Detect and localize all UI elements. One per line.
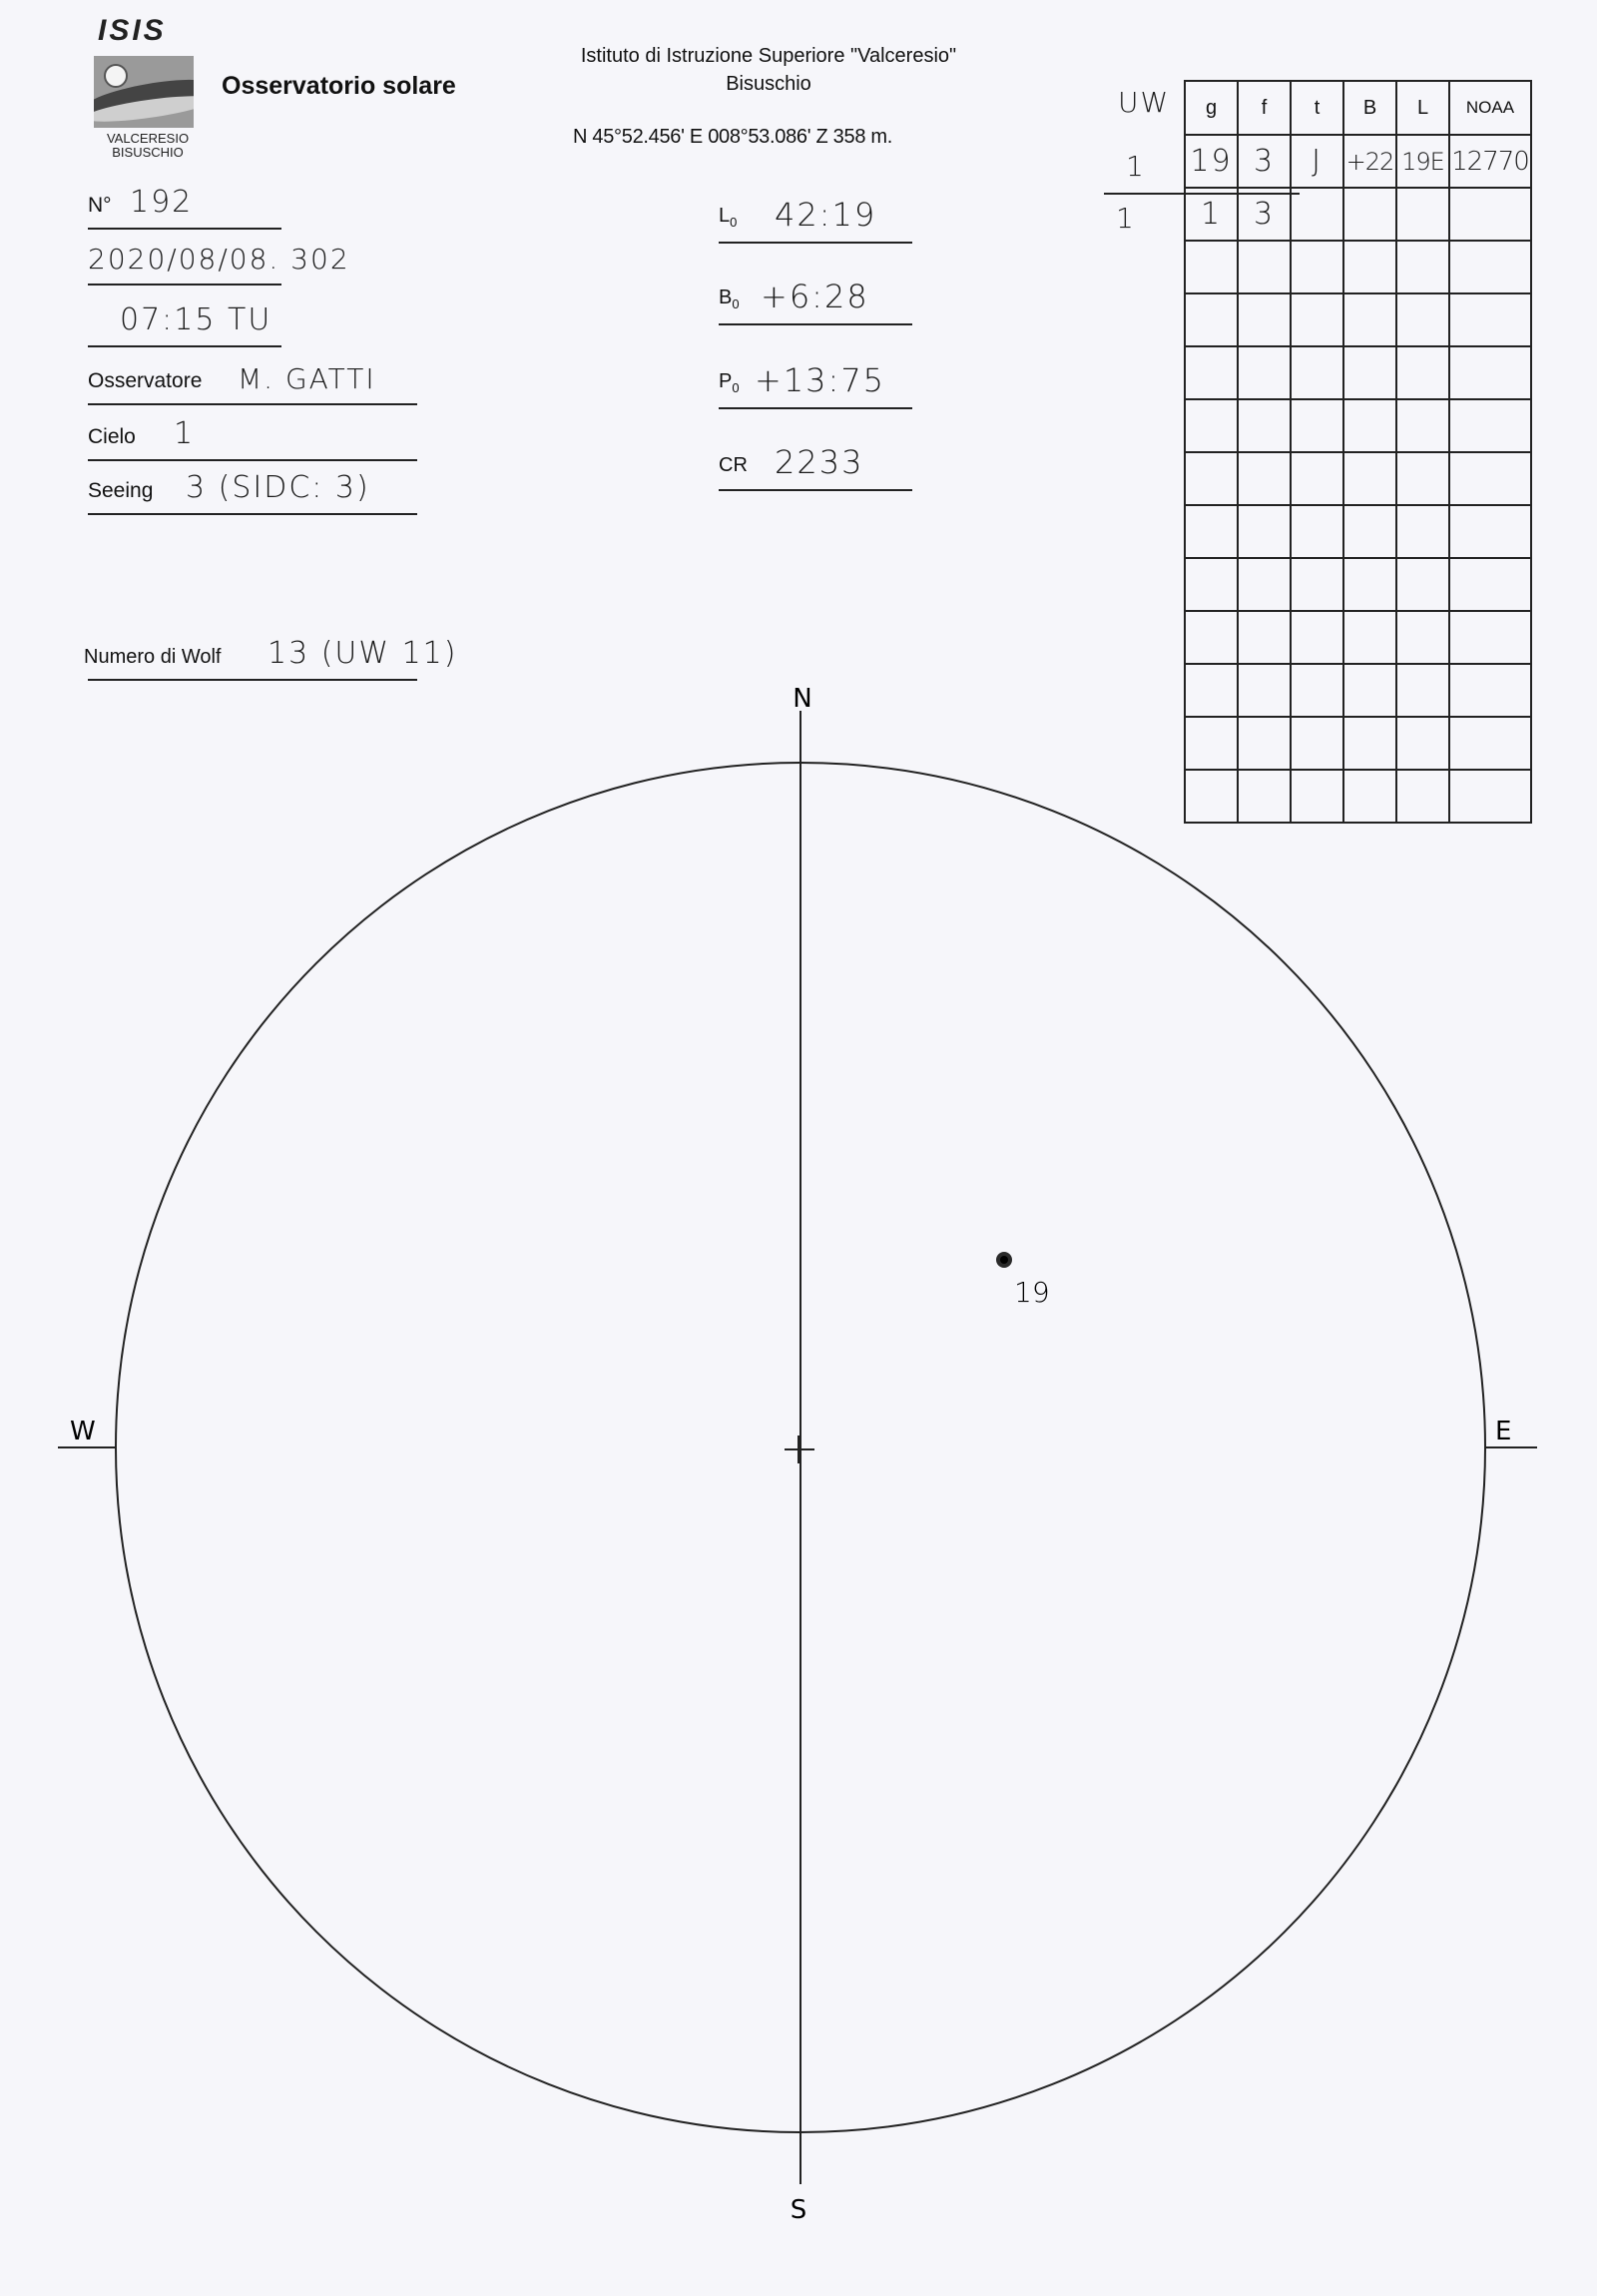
empty-cell[interactable] <box>1238 452 1291 505</box>
empty-cell[interactable] <box>1291 293 1343 346</box>
empty-cell[interactable] <box>1343 452 1396 505</box>
P0-value: +13:75 <box>755 361 886 399</box>
empty-cell[interactable] <box>1291 505 1343 558</box>
CR-label: CR <box>719 454 748 476</box>
B0-field <box>719 270 912 325</box>
empty-cell[interactable] <box>1185 558 1238 611</box>
L0-value: 42:19 <box>775 196 877 234</box>
empty-cell[interactable] <box>1449 399 1531 452</box>
header-g: g <box>1185 81 1238 135</box>
empty-cell[interactable] <box>1449 293 1531 346</box>
observation-number-field <box>88 176 281 230</box>
cell-t: J <box>1291 135 1343 188</box>
cell-B <box>1343 188 1396 241</box>
site-coordinates: N 45°52.456' E 008°53.086' Z 358 m. <box>573 126 893 148</box>
observation-number-value: 192 <box>130 185 194 220</box>
table-row <box>1185 611 1531 664</box>
logo-subtitle-line2: BISUSCHIO <box>112 145 184 160</box>
header-f: f <box>1238 81 1291 135</box>
observer-value: M. GATTI <box>238 362 376 395</box>
empty-cell[interactable] <box>1449 505 1531 558</box>
cell-NOAA: 12770 <box>1449 135 1531 188</box>
empty-cell[interactable] <box>1396 452 1449 505</box>
date-value: 2020/08/08. 302 <box>88 243 350 276</box>
cell-g: 19 <box>1185 135 1238 188</box>
cell-L <box>1396 188 1449 241</box>
cell-L: 19E <box>1396 135 1449 188</box>
table-row <box>1185 399 1531 452</box>
table-row <box>1185 293 1531 346</box>
empty-cell[interactable] <box>1238 241 1291 293</box>
L0-label: $L_0$ <box>719 205 738 230</box>
observer-label: Osservatore <box>88 369 203 392</box>
empty-cell[interactable] <box>1185 241 1238 293</box>
cell-B: +22 <box>1343 135 1396 188</box>
empty-cell[interactable] <box>1291 241 1343 293</box>
empty-cell[interactable] <box>1238 558 1291 611</box>
empty-cell[interactable] <box>1291 611 1343 664</box>
sky-label: Cielo <box>88 425 136 448</box>
sky-value: 1 <box>174 416 196 451</box>
cell-f: 3 <box>1238 135 1291 188</box>
empty-cell[interactable] <box>1238 293 1291 346</box>
uw-row1-value: 1 <box>1126 150 1146 183</box>
institute-logo <box>88 14 208 160</box>
table-row <box>1185 188 1531 241</box>
header-NOAA: NOAA <box>1449 81 1531 135</box>
institute-title <box>499 42 1038 98</box>
empty-cell[interactable] <box>1343 399 1396 452</box>
empty-cell[interactable] <box>1396 558 1449 611</box>
empty-cell[interactable] <box>1343 611 1396 664</box>
empty-cell[interactable] <box>1291 452 1343 505</box>
empty-cell[interactable] <box>1343 558 1396 611</box>
time-value: 07:15 TU <box>120 302 272 337</box>
CR-field <box>719 435 912 491</box>
empty-cell[interactable] <box>1291 399 1343 452</box>
empty-cell[interactable] <box>1449 346 1531 399</box>
cell-NOAA <box>1449 188 1531 241</box>
empty-cell[interactable] <box>1238 505 1291 558</box>
empty-cell[interactable] <box>1449 241 1531 293</box>
logo-subtitle <box>88 132 208 160</box>
institute-name: Istituto di Istruzione Superiore "Valceresio" <box>580 45 957 67</box>
P0-field <box>719 353 912 409</box>
empty-cell[interactable] <box>1238 399 1291 452</box>
south-label: S <box>790 2195 807 2225</box>
empty-cell[interactable] <box>1396 505 1449 558</box>
empty-cell[interactable] <box>1291 558 1343 611</box>
wolf-number-value: 13 (UW 11) <box>267 636 458 671</box>
sunspot-label: 19 <box>1014 1276 1050 1309</box>
empty-cell[interactable] <box>1185 346 1238 399</box>
empty-cell[interactable] <box>1396 241 1449 293</box>
observation-number-label: N° <box>88 194 112 217</box>
empty-cell[interactable] <box>1396 611 1449 664</box>
west-label: W <box>70 1417 96 1446</box>
seeing-label: Seeing <box>88 479 154 502</box>
header-t: t <box>1291 81 1343 135</box>
date-field <box>88 232 350 286</box>
empty-cell[interactable] <box>1343 241 1396 293</box>
seeing-value: 3 (SIDC: 3) <box>186 470 370 505</box>
observatory-title: Osservatorio solare <box>222 72 456 100</box>
sunspot-umbra <box>1000 1256 1008 1264</box>
empty-cell[interactable] <box>1396 346 1449 399</box>
header-B: B <box>1343 81 1396 135</box>
cell-g: 1 <box>1185 188 1238 241</box>
logo-emblem-icon <box>94 56 194 128</box>
wolf-number-label: Numero di Wolf <box>84 646 222 668</box>
uw-column-header: UW <box>1118 86 1171 119</box>
B0-label: $B_0$ <box>719 287 740 311</box>
solar-disk-drawing <box>0 659 1597 2276</box>
empty-cell[interactable] <box>1185 293 1238 346</box>
empty-cell[interactable] <box>1185 611 1238 664</box>
empty-cell[interactable] <box>1238 346 1291 399</box>
B0-value: +6:28 <box>761 278 869 315</box>
P0-label: $P_0$ <box>719 370 740 395</box>
empty-cell[interactable] <box>1185 505 1238 558</box>
empty-cell[interactable] <box>1343 346 1396 399</box>
table-row <box>1185 135 1531 188</box>
empty-cell[interactable] <box>1396 293 1449 346</box>
empty-cell[interactable] <box>1343 293 1396 346</box>
empty-cell[interactable] <box>1185 399 1238 452</box>
seeing-field <box>88 461 417 515</box>
sky-field <box>88 407 417 461</box>
time-field <box>88 293 281 347</box>
table-header-row <box>1185 81 1531 135</box>
CR-value: 2233 <box>775 443 864 481</box>
table-row <box>1185 346 1531 399</box>
observer-field <box>88 351 417 405</box>
table-row <box>1185 505 1531 558</box>
empty-cell[interactable] <box>1238 611 1291 664</box>
logo-subtitle-line1: VALCERESIO <box>106 131 190 146</box>
empty-cell[interactable] <box>1396 399 1449 452</box>
table-row <box>1185 558 1531 611</box>
empty-cell[interactable] <box>1291 346 1343 399</box>
table-row <box>1185 241 1531 293</box>
institute-town: Bisuschio <box>726 73 811 95</box>
L0-field <box>719 188 912 244</box>
uw-row2-value: 1 <box>1116 202 1136 235</box>
empty-cell[interactable] <box>1185 452 1238 505</box>
empty-cell[interactable] <box>1449 611 1531 664</box>
empty-cell[interactable] <box>1449 558 1531 611</box>
north-label: N <box>793 684 812 714</box>
table-row <box>1185 452 1531 505</box>
cell-t <box>1291 188 1343 241</box>
empty-cell[interactable] <box>1449 452 1531 505</box>
header-L: L <box>1396 81 1449 135</box>
cell-f: 3 <box>1238 188 1291 241</box>
east-label: E <box>1495 1417 1512 1446</box>
empty-cell[interactable] <box>1343 505 1396 558</box>
logo-wordmark: ISIS <box>98 14 167 47</box>
